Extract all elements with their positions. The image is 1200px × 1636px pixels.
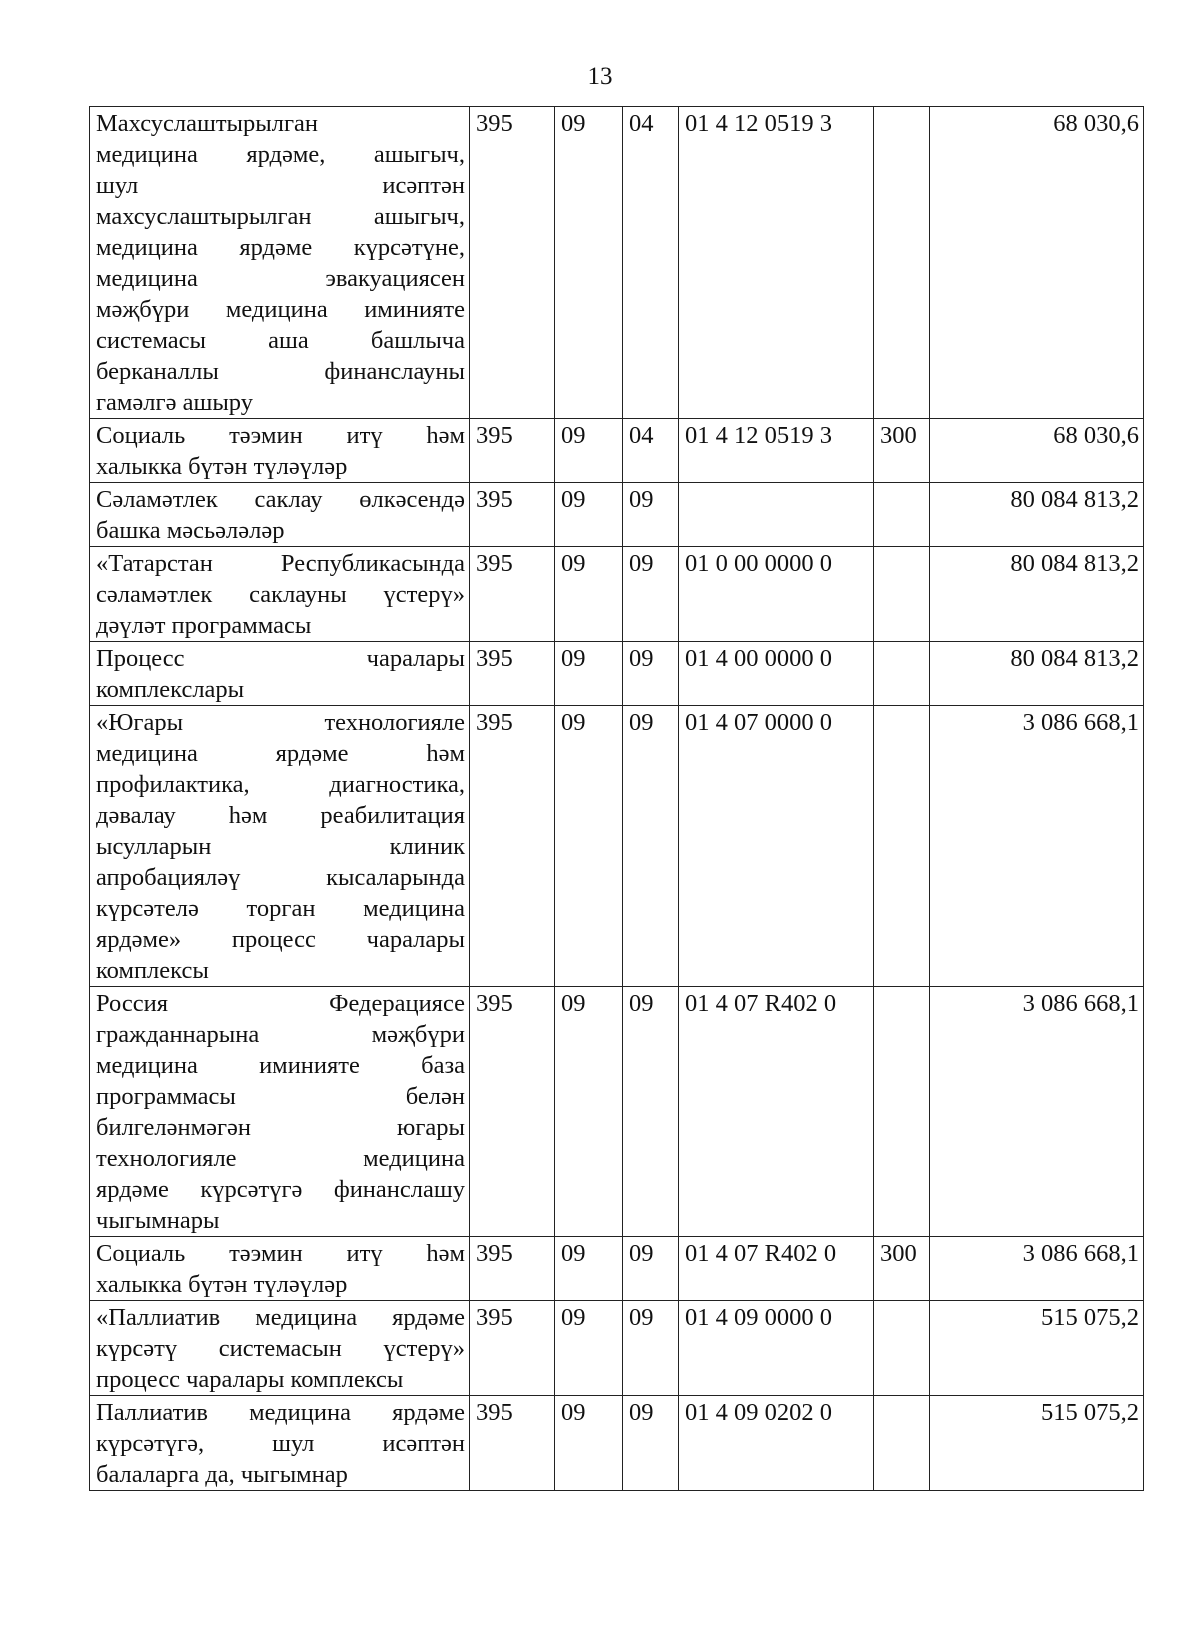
table-row (90, 483, 1144, 547)
expense-name-line: медицина иминияте база (96, 1052, 465, 1079)
expense-name-cell (90, 1301, 470, 1396)
expense-name-line: Сәламәтлек саклау өлкәсендә (96, 486, 465, 513)
expense-name-line: чыгымнары (96, 1207, 220, 1234)
expense-name-line: күрсәтелә торган медицина (96, 895, 465, 922)
amount-cell: 68 030,6 (930, 107, 1144, 419)
section-code-cell: 09 (555, 1301, 623, 1396)
target-article-cell: 01 4 07 R402 0 (679, 1237, 874, 1301)
target-article-cell: 01 4 07 0000 0 (679, 706, 874, 987)
expense-name-cell (90, 107, 470, 419)
expense-name-line: берканаллы финанслауны (96, 358, 465, 385)
expense-type-cell (874, 1396, 930, 1491)
ministry-code-cell: 395 (470, 1237, 555, 1301)
amount-cell: 515 075,2 (930, 1301, 1144, 1396)
expense-name-cell (90, 419, 470, 483)
expense-name-line: ысулларын клиник (96, 833, 465, 860)
expense-name-line: күрсәтүгә, шул исәптән (96, 1430, 465, 1457)
expense-name-line: профилактика, диагностика, (96, 771, 465, 798)
expense-name-line: «Паллиатив медицина ярдәме (96, 1304, 465, 1331)
target-article-cell: 01 4 12 0519 3 (679, 419, 874, 483)
section-code-cell: 09 (555, 1396, 623, 1491)
expense-name-cell (90, 547, 470, 642)
ministry-code-cell: 395 (470, 987, 555, 1237)
table-row (90, 547, 1144, 642)
expense-name-line: халыкка бүтән түләүләр (96, 1271, 348, 1298)
amount-cell: 3 086 668,1 (930, 987, 1144, 1237)
expense-name-cell (90, 987, 470, 1237)
subsection-code-cell: 09 (623, 1301, 679, 1396)
subsection-code-cell: 09 (623, 483, 679, 547)
expense-name-line: Социаль тәэмин итү һәм (96, 422, 465, 449)
expense-name-line: медицина ярдәме күрсәтүне, (96, 234, 465, 261)
expense-name-line: Социаль тәэмин итү һәм (96, 1240, 465, 1267)
expense-name-line: ярдәме күрсәтүгә финанслашу (96, 1176, 465, 1203)
target-article-cell: 01 4 00 0000 0 (679, 642, 874, 706)
amount-cell: 68 030,6 (930, 419, 1144, 483)
expense-name-line: башка мәсьәләләр (96, 517, 285, 544)
budget-table (89, 106, 1144, 1491)
subsection-code-cell: 04 (623, 419, 679, 483)
expense-name-line: «Татарстан Республикасында (96, 550, 465, 577)
target-article-cell: 01 4 09 0202 0 (679, 1396, 874, 1491)
table-row (90, 706, 1144, 987)
expense-name-line: медицина эвакуациясен (96, 265, 465, 292)
ministry-code-cell: 395 (470, 547, 555, 642)
expense-name-line: ярдәме» процесс чаралары (96, 926, 465, 953)
expense-name-cell (90, 642, 470, 706)
target-article-cell: 01 4 07 R402 0 (679, 987, 874, 1237)
expense-name-line: шул исәптән (96, 172, 465, 199)
table-row (90, 1237, 1144, 1301)
page-number: 13 (587, 63, 613, 90)
amount-cell: 3 086 668,1 (930, 706, 1144, 987)
amount-cell: 515 075,2 (930, 1396, 1144, 1491)
section-code-cell: 09 (555, 706, 623, 987)
expense-name-line: Россия Федерациясе (96, 990, 465, 1017)
expense-name-line: балаларга да, чыгымнар (96, 1461, 348, 1488)
expense-type-cell (874, 483, 930, 547)
expense-name-line: «Югары технологияле (96, 709, 465, 736)
subsection-code-cell: 04 (623, 107, 679, 419)
budget-table-body (90, 107, 1144, 1491)
section-code-cell: 09 (555, 987, 623, 1237)
expense-name-cell (90, 483, 470, 547)
ministry-code-cell: 395 (470, 1396, 555, 1491)
expense-name-line: системасы аша башлыча (96, 327, 465, 354)
table-row (90, 1396, 1144, 1491)
subsection-code-cell: 09 (623, 987, 679, 1237)
expense-name-line: Махсуслаштырылган (96, 110, 318, 137)
expense-type-cell (874, 706, 930, 987)
expense-type-cell (874, 987, 930, 1237)
expense-name-line: Паллиатив медицина ярдәме (96, 1399, 465, 1426)
table-row (90, 987, 1144, 1237)
expense-type-cell: 300 (874, 1237, 930, 1301)
expense-name-line: дәвалау һәм реабилитация (96, 802, 465, 829)
expense-name-line: Процесс чаралары (96, 645, 465, 672)
table-row (90, 642, 1144, 706)
expense-name-line: медицина ярдәме һәм (96, 740, 465, 767)
subsection-code-cell: 09 (623, 642, 679, 706)
table-row (90, 419, 1144, 483)
ministry-code-cell: 395 (470, 107, 555, 419)
target-article-cell (679, 483, 874, 547)
ministry-code-cell: 395 (470, 483, 555, 547)
amount-cell: 80 084 813,2 (930, 642, 1144, 706)
expense-name-cell (90, 1237, 470, 1301)
expense-name-cell (90, 1396, 470, 1491)
table-row (90, 107, 1144, 419)
expense-type-cell (874, 107, 930, 419)
subsection-code-cell: 09 (623, 1237, 679, 1301)
expense-name-line: сәламәтлек саклауны үстерү» (96, 581, 465, 608)
expense-name-line: медицина ярдәме, ашыгыч, (96, 141, 465, 168)
expense-type-cell (874, 1301, 930, 1396)
expense-name-line: билгеләнмәгән югары (96, 1114, 465, 1141)
expense-type-cell: 300 (874, 419, 930, 483)
expense-name-line: махсуслаштырылган ашыгыч, (96, 203, 465, 230)
ministry-code-cell: 395 (470, 642, 555, 706)
target-article-cell: 01 4 12 0519 3 (679, 107, 874, 419)
amount-cell: 80 084 813,2 (930, 547, 1144, 642)
amount-cell: 80 084 813,2 (930, 483, 1144, 547)
subsection-code-cell: 09 (623, 706, 679, 987)
expense-name-cell (90, 706, 470, 987)
expense-name-line: комплексы (96, 957, 209, 984)
expense-type-cell (874, 547, 930, 642)
table-row (90, 1301, 1144, 1396)
expense-name-line: технологияле медицина (96, 1145, 465, 1172)
expense-type-cell (874, 642, 930, 706)
expense-name-line: дәүләт программасы (96, 612, 312, 639)
target-article-cell: 01 4 09 0000 0 (679, 1301, 874, 1396)
subsection-code-cell: 09 (623, 1396, 679, 1491)
ministry-code-cell: 395 (470, 1301, 555, 1396)
target-article-cell: 01 0 00 0000 0 (679, 547, 874, 642)
expense-name-line: процесс чаралары комплексы (96, 1366, 404, 1393)
subsection-code-cell: 09 (623, 547, 679, 642)
section-code-cell: 09 (555, 483, 623, 547)
section-code-cell: 09 (555, 107, 623, 419)
amount-cell: 3 086 668,1 (930, 1237, 1144, 1301)
expense-name-line: гражданнарына мәҗбүри (96, 1021, 465, 1048)
ministry-code-cell: 395 (470, 706, 555, 987)
expense-name-line: күрсәтү системасын үстерү» (96, 1335, 465, 1362)
expense-name-line: халыкка бүтән түләүләр (96, 453, 348, 480)
expense-name-line: комплекслары (96, 676, 245, 703)
section-code-cell: 09 (555, 419, 623, 483)
expense-name-line: мәҗбүри медицина иминияте (96, 296, 465, 323)
section-code-cell: 09 (555, 642, 623, 706)
expense-name-line: гамәлгә ашыру (96, 389, 253, 416)
ministry-code-cell: 395 (470, 419, 555, 483)
section-code-cell: 09 (555, 547, 623, 642)
section-code-cell: 09 (555, 1237, 623, 1301)
expense-name-line: программасы белән (96, 1083, 465, 1110)
expense-name-line: апробацияләү кысаларында (96, 864, 465, 891)
